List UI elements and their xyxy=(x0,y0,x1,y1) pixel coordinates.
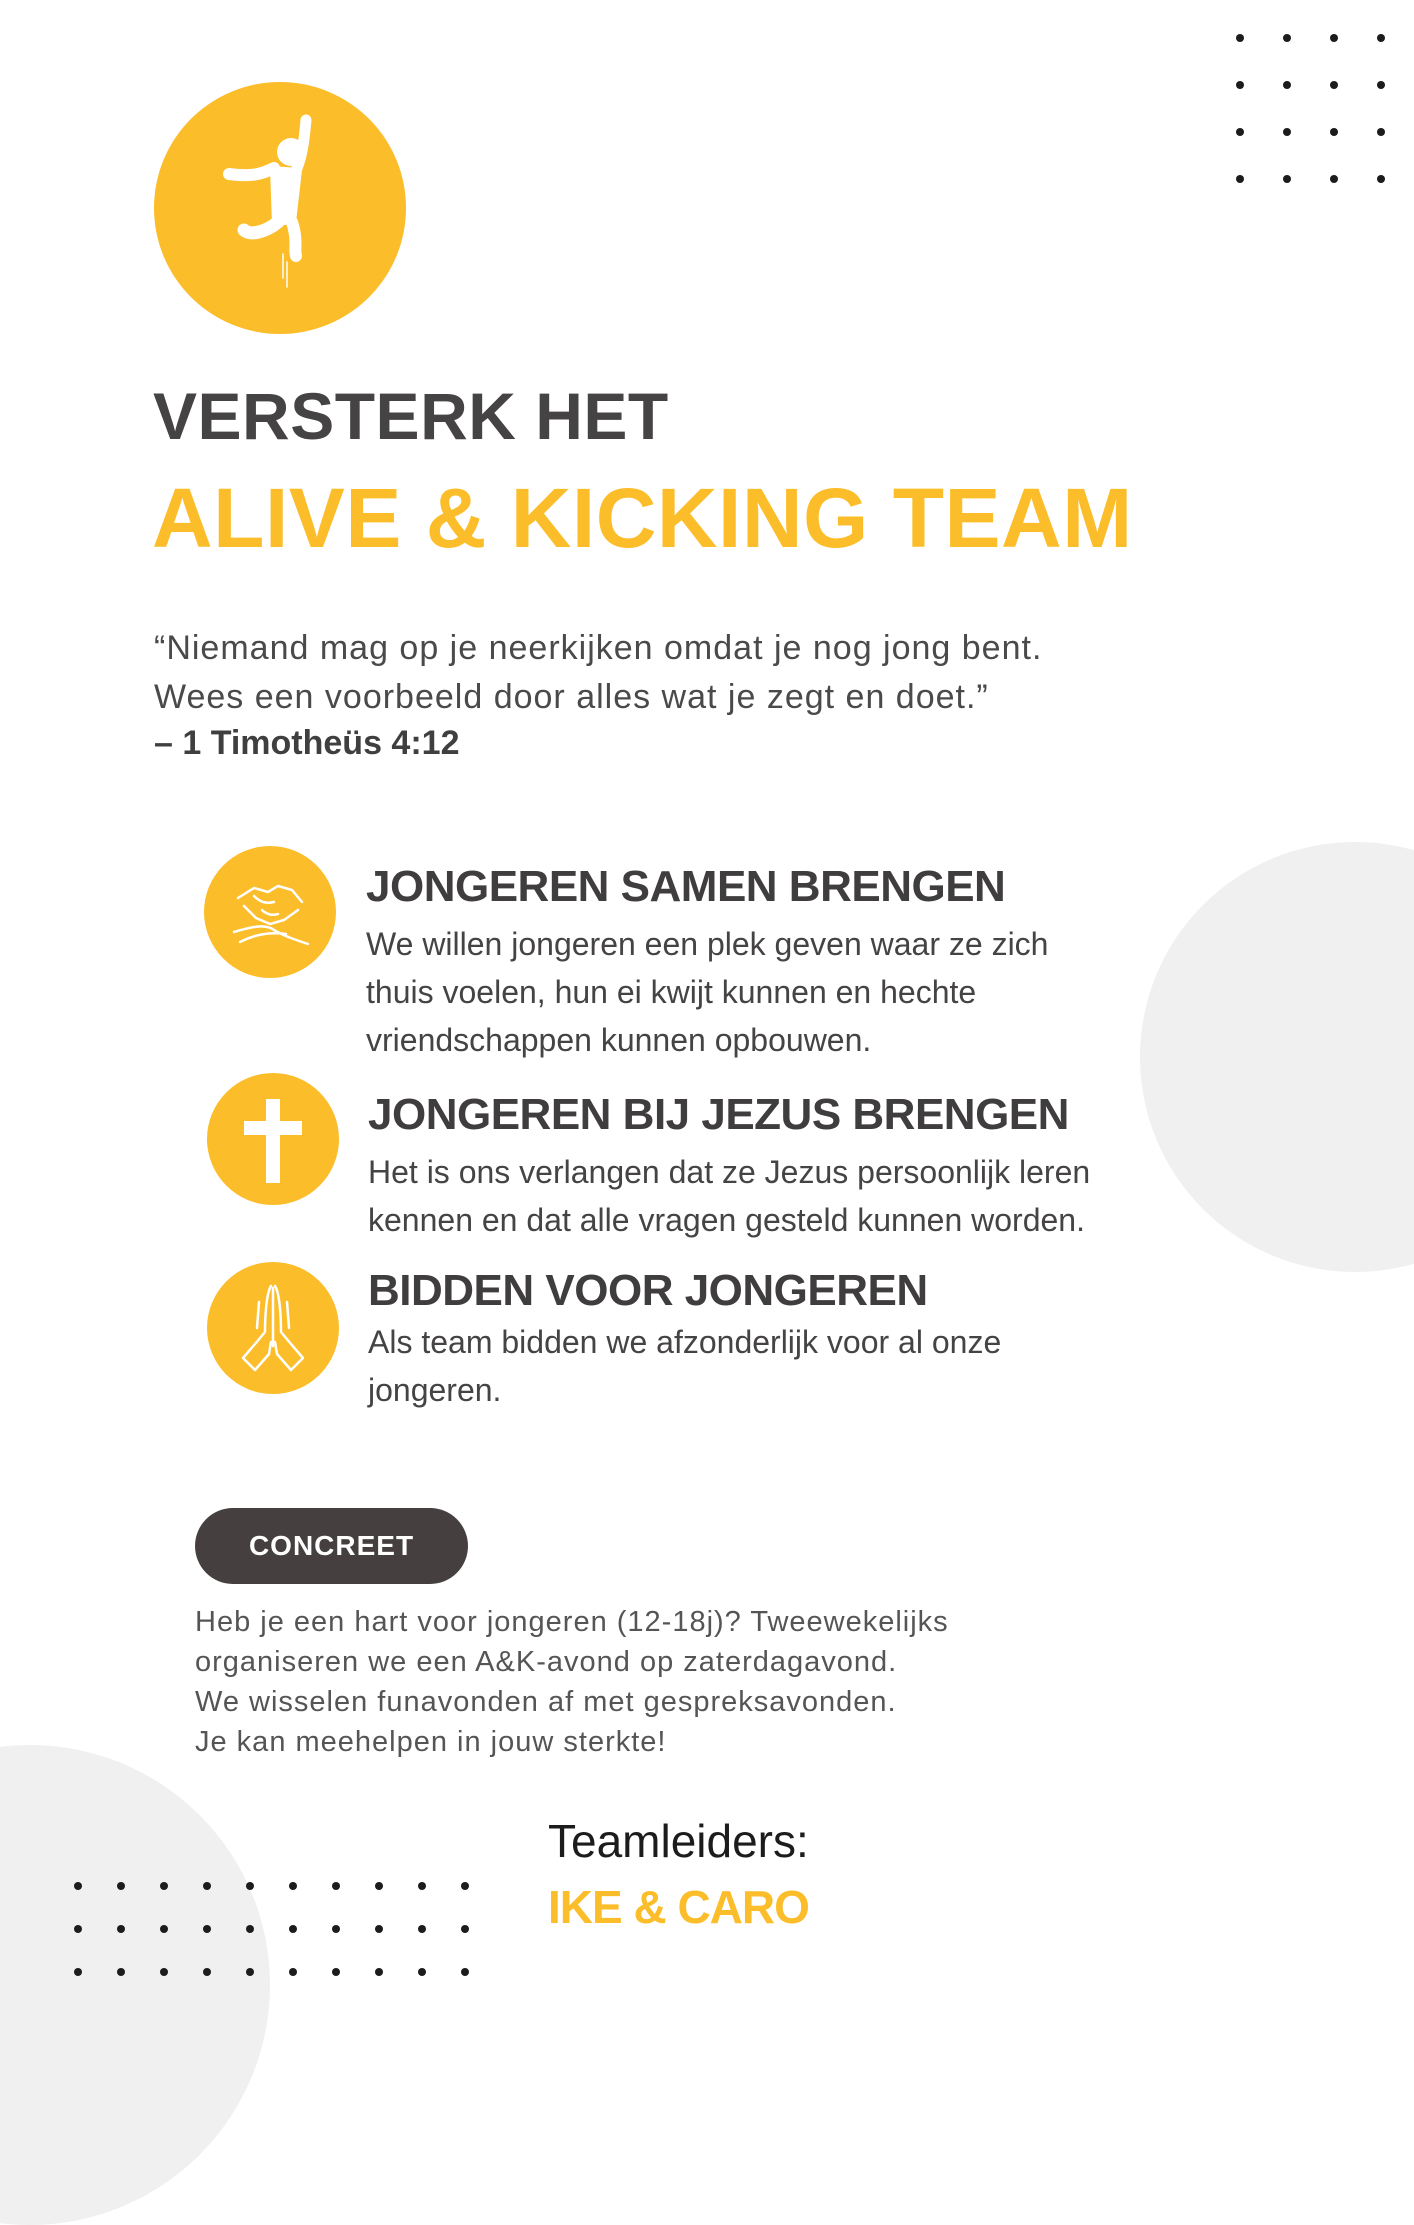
cross-icon xyxy=(207,1073,339,1205)
feature-description-1 xyxy=(366,920,1048,1064)
feature-2-line-1: Het is ons verlangen dat ze Jezus persoonlijk leren xyxy=(368,1154,1091,1190)
decorative-dot-grid-top xyxy=(1236,34,1385,183)
feature-title-2: JONGEREN BIJ JEZUS BRENGEN xyxy=(368,1090,1069,1139)
heading-line-2: ALIVE & KICKING TEAM xyxy=(152,471,1133,565)
feature-3-line-2: jongeren. xyxy=(368,1372,502,1408)
feature-icon-circle-2 xyxy=(207,1073,339,1205)
concreet-line-1: Heb je een hart voor jongeren (12-18j)? Tweewekelijks xyxy=(195,1606,949,1638)
feature-icon-circle-1 xyxy=(204,846,336,978)
team-leaders-label: Teamleiders: xyxy=(548,1815,809,1867)
feature-description-3 xyxy=(368,1318,1001,1414)
feature-3-line-1: Als team bidden we afzonderlijk voor al onze xyxy=(368,1324,1002,1360)
concreet-line-3: We wisselen funavonden af met gespreksavonden. xyxy=(195,1686,897,1718)
feature-title-3: BIDDEN VOOR JONGEREN xyxy=(368,1266,928,1315)
feature-2-line-2: kennen en dat alle vragen gesteld kunnen worden. xyxy=(368,1202,1085,1238)
concreet-line-4: Je kan meehelpen in jouw sterkte! xyxy=(195,1726,667,1758)
feature-icon-circle-3 xyxy=(207,1262,339,1394)
team-leaders-names: IKE & CARO xyxy=(548,1881,809,1933)
hero-circle xyxy=(154,82,406,334)
decorative-circle-left xyxy=(0,1745,270,2225)
feature-1-line-2: thuis voelen, hun ei kwijt kunnen en hechte xyxy=(366,974,977,1010)
feature-title-1: JONGEREN SAMEN BRENGEN xyxy=(366,862,1006,911)
concreet-line-2: organiseren we een A&K-avond op zaterdagavond. xyxy=(195,1646,898,1678)
quote-line-1: “Niemand mag op je neerkijken omdat je nog jong bent. xyxy=(154,629,1043,667)
concreet-badge: CONCREET xyxy=(195,1508,468,1584)
decorative-circle-right xyxy=(1140,842,1414,1272)
feature-1-line-1: We willen jongeren een plek geven waar ze zich xyxy=(366,926,1049,962)
praying-hands-icon xyxy=(207,1262,339,1394)
quote-reference: – 1 Timotheüs 4:12 xyxy=(154,724,460,762)
bible-quote xyxy=(154,624,1204,722)
jumping-person-icon xyxy=(154,82,406,334)
quote-line-2: Wees een voorbeeld door alles wat je zegt en doet.” xyxy=(154,678,989,716)
heading-line-1: VERSTERK HET xyxy=(153,379,669,453)
handshake-icon xyxy=(204,846,336,978)
feature-1-line-3: vriendschappen kunnen opbouwen. xyxy=(366,1022,872,1058)
decorative-dot-grid-bottom xyxy=(74,1882,469,1976)
concreet-description xyxy=(195,1602,949,1762)
feature-description-2 xyxy=(368,1148,1090,1244)
